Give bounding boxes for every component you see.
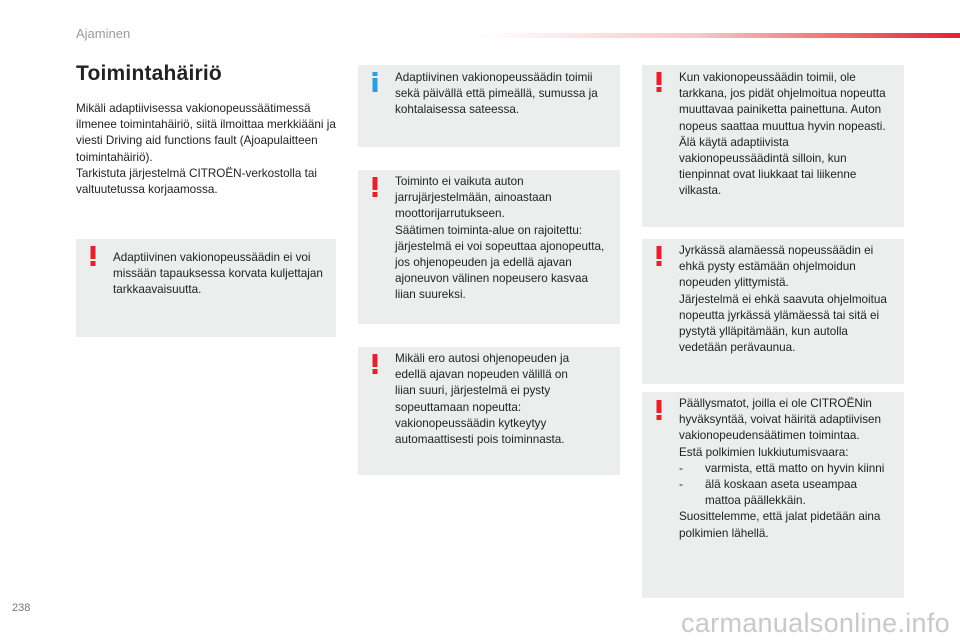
header-accent-bar	[480, 33, 960, 38]
box-text: Estä polkimien lukkiutumisvaara:	[679, 445, 849, 459]
warning-box-brakes	[358, 170, 620, 324]
intro-paragraph: Mikäli adaptiivisessa vakionopeussäätimessä ilmenee toimintahäiriö, siitä ilmoittaa merkkiääni ja viesti Driving aid functions fault (Ajoapulaitteen toimintahäiriö).	[76, 102, 336, 164]
box-text: Järjestelmä ei ehkä saavuta ohjelmoitua nopeutta jyrkässä ylämäessä tai sitä ei pystytä ylläpitämään, kun autolla vedetään perävaunua.	[679, 292, 887, 355]
warning-box-driver	[76, 239, 336, 337]
warning-exclamation-icon	[86, 246, 100, 266]
box-text: Mikäli ero autosi ohjenopeuden ja edellä ajavan nopeuden välillä on liian suuri, järjestelmä ei pysty sopeuttamaan nopeutta: vakionopeussäädin kytkeytyy automaattisesti pois toiminnasta.	[395, 352, 570, 447]
info-box-conditions	[358, 65, 620, 147]
box-text: Jyrkässä alamäessä nopeussäädin ei ehkä pysty estämään ohjelmoidun nopeuden ylittymistä.	[679, 244, 874, 290]
box-text: Toiminto ei vaikuta auton jarrujärjestelmään, ainoastaan moottorijarrutukseen.	[395, 175, 552, 221]
warning-box-speed-difference	[358, 347, 620, 475]
box-text: Suosittelemme, että jalat pidetään aina polkimien lähellä.	[679, 510, 881, 540]
list-item: - älä koskaan aseta useampaa mattoa päällekkäin.	[679, 478, 858, 508]
warning-box-downhill	[642, 239, 904, 384]
box-text: Päällysmatot, joilla ei ole CITROËNin hyväksyntää, voivat häiritä adaptiivisen vakionopeudensäätimen toimintaa.	[679, 397, 882, 443]
box-text: Säätimen toiminta-alue on rajoitettu: järjestelmä ei voi sopeuttaa ajonopeutta, jos ohjenopeuden ja edellä ajavan ajoneuvon välinen nopeusero kasvaa liian suureksi.	[395, 223, 605, 302]
box-text: Adaptiivinen vakionopeussäädin ei voi missään tapauksessa korvata kuljettajan tarkkaavaisuutta.	[113, 251, 323, 297]
warning-exclamation-icon	[368, 354, 382, 374]
warning-box-speed-change	[642, 65, 904, 227]
info-icon	[368, 72, 382, 92]
box-text: Adaptiivinen vakionopeussäädin toimii sekä päivällä että pimeällä, sumussa ja kohtalaisessa sateessa.	[395, 71, 598, 117]
intro-paragraph: Tarkistuta järjestelmä CITROËN-verkostolla tai valtuutetussa korjaamossa.	[76, 166, 317, 197]
warning-exclamation-icon	[652, 72, 666, 92]
warning-exclamation-icon	[652, 400, 666, 420]
box-text: Kun vakionopeussäädin toimii, ole tarkkana, jos pidät ohjelmoitua nopeutta muuttavaa painiketta painettuna. Auton nopeus saattaa muuttua hyvin nopeasti.	[679, 71, 886, 133]
box-text: Älä käytä adaptiivista vakionopeussäädintä silloin, kun tienpinnat ovat liukkaat tai liikenne vilkasta.	[679, 135, 857, 198]
warning-exclamation-icon	[652, 246, 666, 266]
list-item: - varmista, että matto on hyvin kiinni	[679, 461, 885, 475]
warning-box-floor-mats	[642, 392, 904, 598]
watermark: carmanualsonline.info	[681, 608, 950, 638]
warning-exclamation-icon	[368, 177, 382, 197]
page-title: Toimintahäiriö	[76, 62, 222, 85]
intro-text	[76, 101, 338, 198]
section-label: Ajaminen	[76, 26, 131, 41]
page-number: 238	[12, 602, 31, 614]
